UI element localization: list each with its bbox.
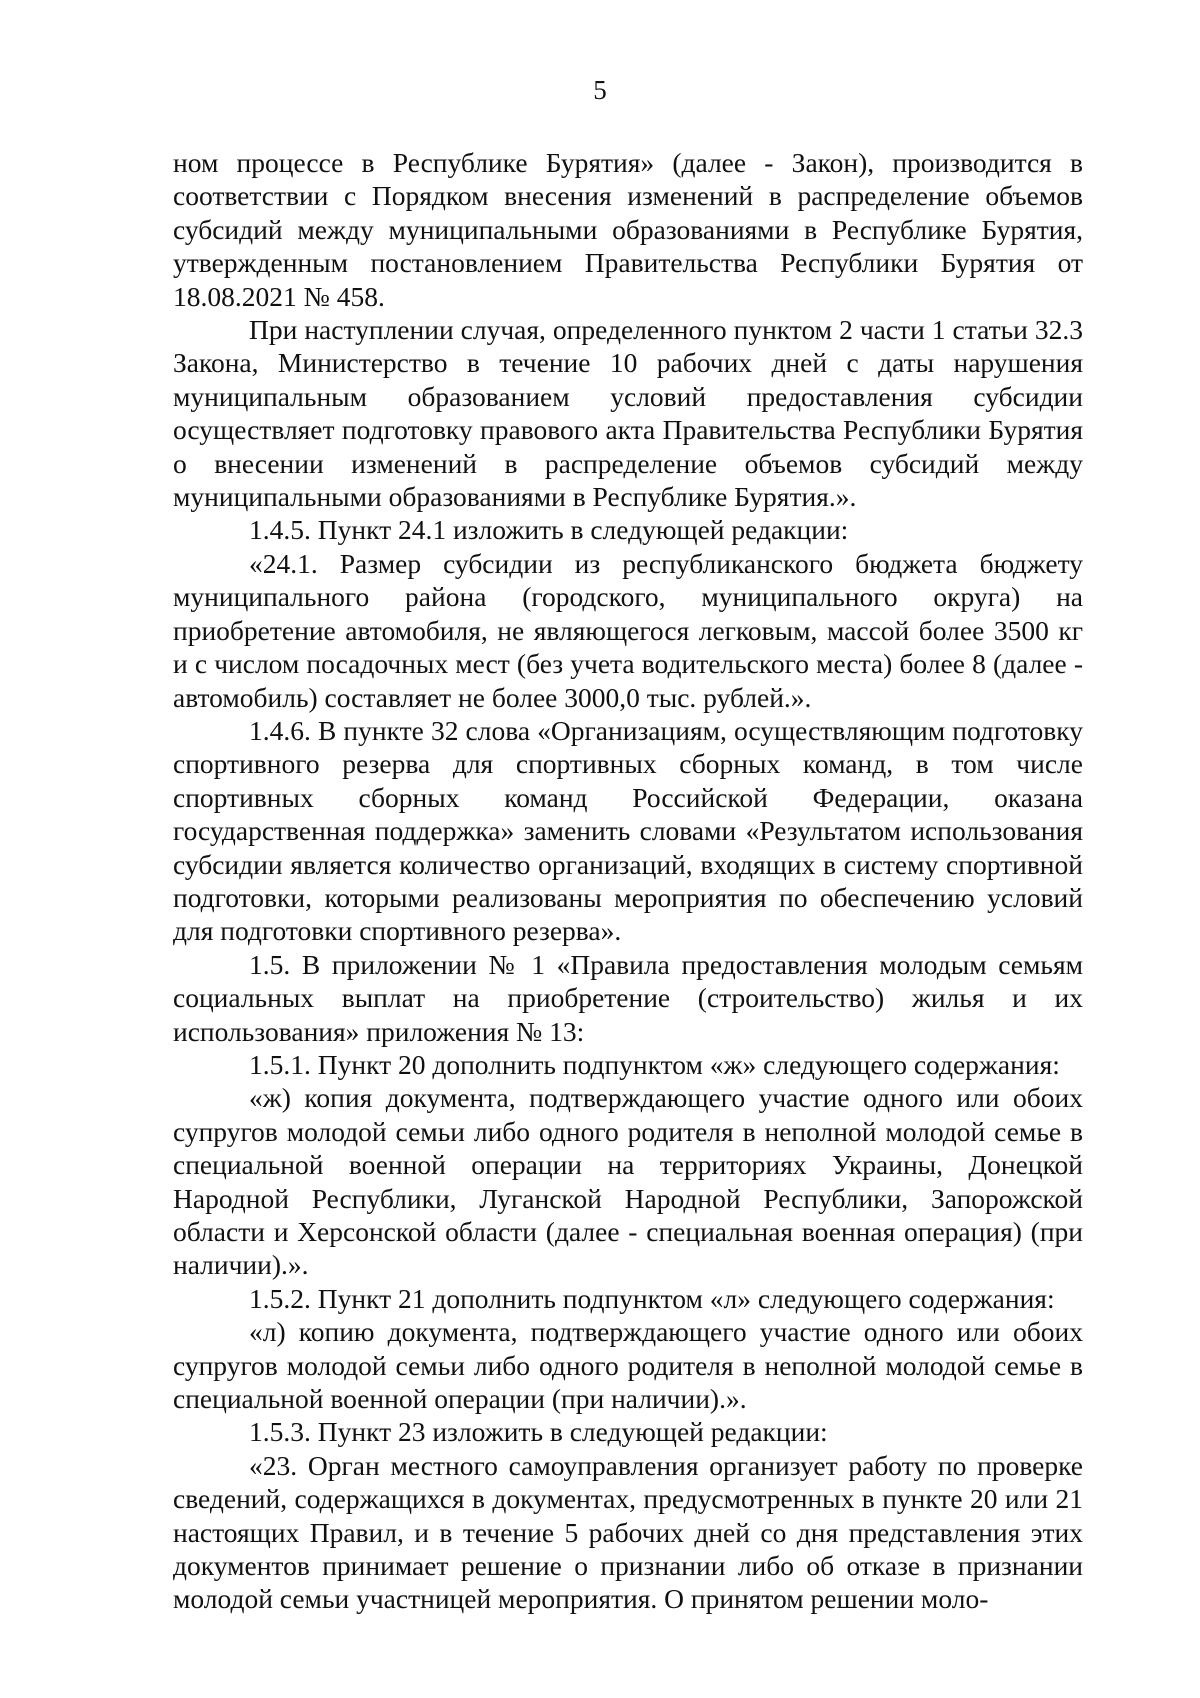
paragraph-1-5-1: 1.5.1. Пункт 20 дополнить подпунктом «ж» следующего содержания: bbox=[249, 1048, 1060, 1080]
paragraph-1-5-2: 1.5.2. Пункт 21 дополнить подпунктом «л» следующего содержания: bbox=[249, 1282, 1055, 1314]
paragraph-subpoint-zh: «ж) копия документа, подтверждающего участие одного или обоих супругов молодой семьи либо одного родителя в неполной молодой семье в специальной военной операции на территориях Украины, Донецкой Народной Республики, Луганской Народной Республики, Запорожской области и Херсонской области (далее - специальная военная операция) (при наличии).». bbox=[173, 1082, 1083, 1281]
paragraph-intro-continuation: ном процессе в Республике Бурятия» (далее - Закон), производится в соответствии с Порядком внесения изменений в распределение объемов субсидий между муниципальными образованиями в Республике Бурятия, утвержденным постановлением Правительства Республики Бурятия от 18.08.2021 № 458. bbox=[173, 147, 1083, 312]
paragraph-1-4-6: 1.4.6. В пункте 32 слова «Организациям, осуществляющим подготовку спортивного резерва для спортивных сборных команд, в том числе спортивных сборных команд Российской Федерации, оказана государственная поддержка» заменить словами «Результатом использования субсидии является количество организаций, входящих в систему спортивной подготовки, которыми реализованы мероприятия по обеспечению условий для подготовки спортивного резерва». bbox=[173, 714, 1083, 947]
paragraph-1-5: 1.5. В приложении № 1 «Правила предоставления молодым семьям социальных выплат на приобретение (строительство) жилья и их использования» приложения № 13: bbox=[173, 948, 1083, 1047]
document-body bbox=[173, 146, 1083, 1616]
paragraph-1-5-3: 1.5.3. Пункт 23 изложить в следующей редакции: bbox=[249, 1416, 828, 1448]
paragraph-violation-case: При наступлении случая, определенного пунктом 2 части 1 статьи 32.3 Закона, Министерство в течение 10 рабочих дней с даты нарушения муниципальным образованием условий предоставления субсидии осуществляет подготовку правового акта Правительства Республики Бурятия о внесении изменений в распределение объемов субсидий между муниципальными образованиями в Республике Бурятия.». bbox=[173, 314, 1083, 513]
paragraph-23: «23. Орган местного самоуправления организует работу по проверке сведений, содержащихся в документах, предусмотренных в пункте 20 или 21 настоящих Правил, и в течение 5 рабочих дней со дня представления этих документов принимает решение о признании либо об отказе в признании молодой семьи участницей мероприятия. О принятом решении моло- bbox=[173, 1449, 1083, 1615]
paragraph-24-1: «24.1. Размер субсидии из республиканского бюджета бюджету муниципального района (городского, муниципального округа) на приобретение автомобиля, не являющегося легковым, массой более 3500 кг и с числом посадочных мест (без учета водительского места) более 8 (далее - автомобиль) составляет не более 3000,0 тыс. рублей.». bbox=[173, 547, 1083, 713]
page-number: 5 bbox=[593, 75, 607, 105]
paragraph-subpoint-l: «л) копию документа, подтверждающего участие одного или обоих супругов молодой семьи либо одного родителя в неполной молодой семье в специальной военной операции (при наличии).». bbox=[173, 1316, 1083, 1415]
paragraph-1-4-5: 1.4.5. Пункт 24.1 изложить в следующей редакции: bbox=[249, 514, 849, 546]
